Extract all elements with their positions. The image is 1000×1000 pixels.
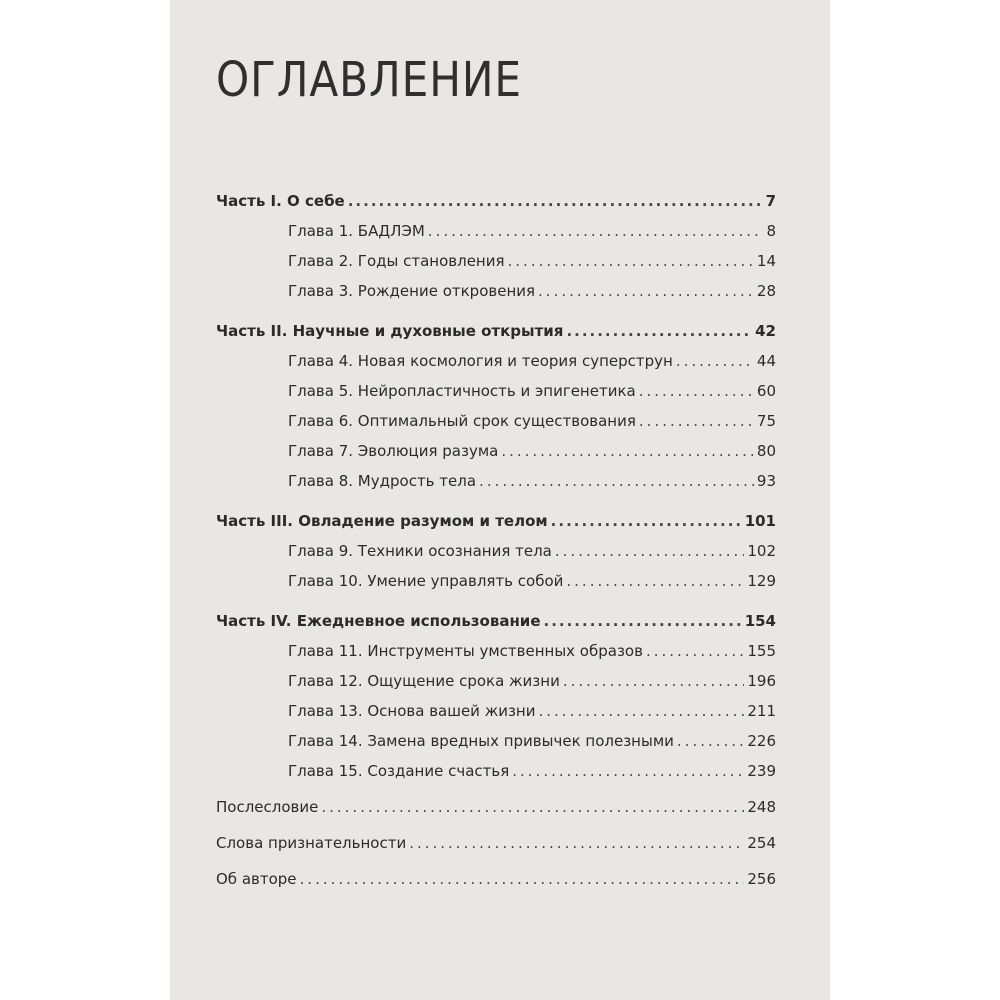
toc-page-number: 8 [766,222,776,240]
dot-leader [646,642,744,660]
toc-part-label: Часть IV. Ежедневное использование [216,612,541,630]
toc-part-label: Часть I. О себе [216,192,345,210]
toc-part-1[interactable] [216,192,776,222]
toc-part-label: Часть II. Научные и духовные открытия [216,322,564,340]
toc-acknowledgements[interactable] [216,834,776,870]
toc-page-number: 256 [747,870,776,888]
dot-leader [563,672,745,690]
toc-chapter-10[interactable] [216,572,776,602]
dot-leader [428,222,764,240]
toc-chapter-label: Глава 11. Инструменты умственных образов [288,642,643,660]
toc-page-number: 44 [756,352,776,370]
toc-page-number: 14 [756,252,776,270]
toc-chapter-11[interactable] [216,642,776,672]
toc-part-3[interactable] [216,512,776,542]
toc-page-number: 93 [756,472,776,490]
dot-leader [501,442,754,460]
toc-part-4[interactable] [216,612,776,642]
toc-entry-label: Послесловие [216,798,319,816]
toc-chapter-12[interactable] [216,672,776,702]
toc-chapter-label: Глава 10. Умение управлять собой [288,572,564,590]
toc-about-author[interactable] [216,870,776,906]
dot-leader [551,512,742,530]
dot-leader [555,542,744,560]
toc-page-number: 226 [747,732,776,750]
toc-chapter-15[interactable] [216,762,776,792]
toc-chapter-3[interactable] [216,282,776,312]
dot-leader [300,870,745,888]
toc-page-number: 75 [756,412,776,430]
dot-leader [539,702,745,720]
book-page [170,0,830,1000]
toc-entry-label: Об авторе [216,870,297,888]
toc-chapter-1[interactable] [216,222,776,252]
toc-page-number: 28 [756,282,776,300]
toc-chapter-label: Глава 12. Ощущение срока жизни [288,672,560,690]
toc-chapter-4[interactable] [216,352,776,382]
dot-leader [409,834,744,852]
toc-page-number: 7 [765,192,776,210]
dot-leader [348,192,763,210]
toc-page-number: 196 [747,672,776,690]
section-gap [216,312,776,322]
toc-chapter-label: Глава 2. Годы становления [288,252,505,270]
toc-chapter-label: Глава 13. Основа вашей жизни [288,702,536,720]
toc-page-number: 102 [747,542,776,560]
dot-leader [538,282,754,300]
toc-chapter-6[interactable] [216,412,776,442]
toc-page-number: 211 [747,702,776,720]
toc-chapter-label: Глава 15. Создание счастья [288,762,510,780]
toc-part-label: Часть III. Овладение разумом и телом [216,512,548,530]
toc-chapter-label: Глава 4. Новая космология и теория суперструн [288,352,673,370]
section-gap [216,502,776,512]
toc-afterword[interactable] [216,798,776,834]
toc-chapter-8[interactable] [216,472,776,502]
toc-page-number: 155 [747,642,776,660]
toc-part-2[interactable] [216,322,776,352]
toc-page-number: 129 [747,572,776,590]
dot-leader [512,762,744,780]
table-of-contents [216,192,776,906]
toc-page-number: 239 [747,762,776,780]
dot-leader [479,472,754,490]
toc-chapter-label: Глава 5. Нейропластичность и эпигенетика [288,382,636,400]
dot-leader [676,352,754,370]
page-title: ОГЛАВЛЕНИЕ [216,52,522,108]
dot-leader [639,412,754,430]
toc-page-number: 254 [747,834,776,852]
toc-page-number: 154 [744,612,776,630]
dot-leader [677,732,744,750]
toc-chapter-label: Глава 9. Техники осознания тела [288,542,552,560]
dot-leader [566,572,744,590]
toc-chapter-label: Глава 8. Мудрость тела [288,472,477,490]
toc-page-number: 80 [756,442,776,460]
toc-page-number: 42 [755,322,776,340]
section-gap [216,602,776,612]
toc-chapter-7[interactable] [216,442,776,472]
toc-page-number: 248 [747,798,776,816]
toc-chapter-2[interactable] [216,252,776,282]
toc-chapter-13[interactable] [216,702,776,732]
toc-chapter-14[interactable] [216,732,776,762]
dot-leader [544,612,742,630]
toc-chapter-label: Глава 3. Рождение откровения [288,282,536,300]
toc-chapter-label: Глава 14. Замена вредных привычек полезными [288,732,674,750]
dot-leader [321,798,744,816]
toc-chapter-label: Глава 7. Эволюция разума [288,442,499,460]
toc-page-number: 101 [744,512,776,530]
toc-chapter-label: Глава 6. Оптимальный срок существования [288,412,636,430]
dot-leader [508,252,754,270]
toc-entry-label: Слова признательности [216,834,407,852]
dot-leader [639,382,754,400]
toc-page-number: 60 [756,382,776,400]
toc-chapter-5[interactable] [216,382,776,412]
toc-chapter-9[interactable] [216,542,776,572]
toc-chapter-label: Глава 1. БАДЛЭМ [288,222,425,240]
dot-leader [566,322,752,340]
